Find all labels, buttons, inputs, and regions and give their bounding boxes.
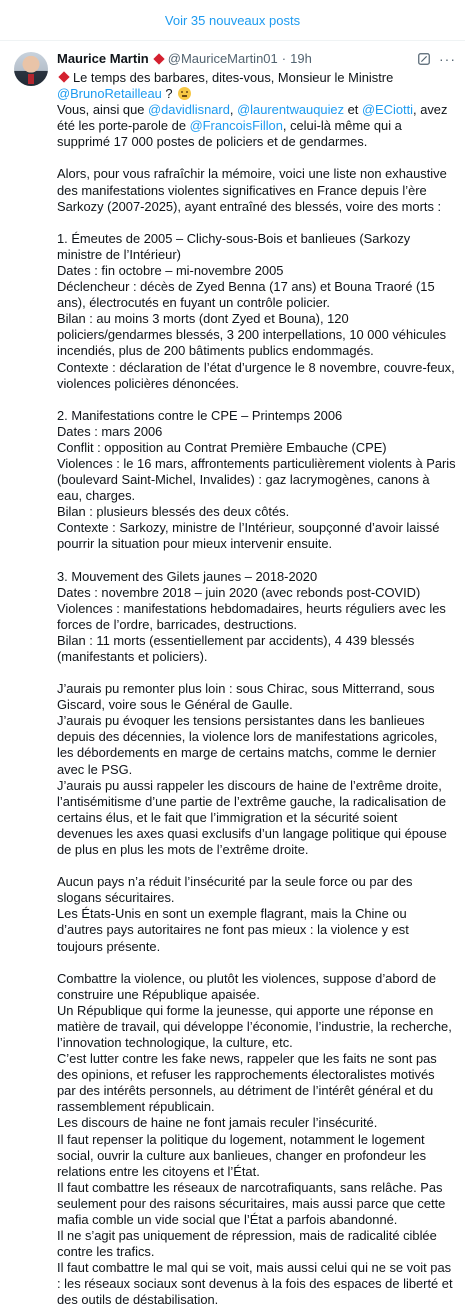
red-diamond-icon	[153, 53, 164, 64]
mention-link[interactable]: @laurentwauquiez	[237, 102, 345, 118]
remonter-block	[57, 681, 456, 858]
mention-link[interactable]: @BrunoRetailleau	[57, 86, 162, 102]
paragraph-line: J’aurais pu évoquer les tensions persistantes dans les banlieues depuis des décennies, la violence lors de manifestations agricoles, les débordements en marge de certains matchs, comme le dernier avec le PSG.	[57, 713, 438, 777]
paragraph-line: Aucun pays n’a réduit l’insécurité par la seule force ou par des slogans sécuritaires.	[57, 874, 413, 906]
new-posts-label: Voir 35 nouveaux posts	[164, 12, 301, 28]
section-line: Bilan : au moins 3 morts (dont Zyed et Bouna), 120 policiers/gendarmes blessés, 3 200 interpellations, 10 000 véhicules incendiés, plus de 200 bâtiments publics endommagés.	[57, 311, 447, 359]
tweet-body	[57, 70, 456, 1309]
tweet-content	[57, 49, 456, 1308]
paragraph-line: Combattre la violence, ou plutôt les violences, suppose d’abord de construire une République apaisée.	[57, 970, 437, 1002]
aucun-block	[57, 874, 456, 954]
intro-line: Le temps des barbares, dites-vous, Monsieur le Ministre	[57, 70, 456, 86]
thinking-face-icon	[178, 87, 191, 100]
grok-icon[interactable]	[417, 52, 431, 66]
section-line: Violences : manifestations hebdomadaires, heurts réguliers avec les forces de l’ordre, barricades, destructions.	[57, 600, 446, 632]
mention-link[interactable]: @ECiotti	[361, 102, 414, 118]
header-actions	[417, 50, 456, 68]
author-handle[interactable]: @MauriceMartin01	[167, 51, 278, 66]
mention-link[interactable]: @FrancoisFillon	[189, 118, 283, 134]
section-line: Dates : mars 2006	[57, 423, 163, 439]
section-line: Déclencheur : décès de Zyed Benna (17 ans) et Bouna Traoré (15 ans), électrocutés en fuyant un contrôle policier.	[57, 279, 435, 311]
paragraph-line: J’aurais pu remonter plus loin : sous Chirac, sous Mitterrand, sous Giscard, voire sous le Général de Gaulle.	[57, 681, 435, 713]
section-line: Bilan : 11 morts (essentiellement par accidents), 4 439 blessés (manifestants et policiers).	[57, 632, 415, 664]
section-line: Contexte : déclaration de l’état d’urgence le 8 novembre, couvre-feux, violences policières dénoncées.	[57, 359, 455, 391]
paragraph-line: J’aurais pu aussi rappeler les discours de haine de l’extrême droite, l’antisémitisme d’une partie de l’extrême gauche, la radicalisation de certains élus, et le fait que l’immigration et la sécurité soient devenues les axes quasi exclusifs d’un langage politique qui épouse de plus en plus les mots de l’extrême droite.	[57, 777, 447, 858]
paragraph-line: Il ne s’agit pas uniquement de répression, mais de radicalité ciblée contre les trafics.	[57, 1228, 437, 1260]
more-icon[interactable]: ···	[439, 51, 456, 67]
tweet-header	[57, 49, 456, 69]
section-title: 1. Émeutes de 2005 – Clichy-sous-Bois et banlieues (Sarkozy ministre de l’Intérieur)	[57, 230, 411, 262]
paragraph-line: Un République qui forme la jeunesse, qui apporte une réponse en matière de travail, qui développe l’économie, l’industrie, la recherche, l’innovation technologique, la culture, etc.	[57, 1002, 452, 1050]
section-title: 3. Mouvement des Gilets jaunes – 2018-2020	[57, 568, 318, 584]
section-line: Bilan : plusieurs blessés des deux côtés.	[57, 504, 290, 520]
section-line: Contexte : Sarkozy, ministre de l’Intérieur, soupçonné d’avoir laissé pourrir la situation pour mieux intervenir ensuite.	[57, 520, 440, 552]
tweet-time[interactable]: 19h	[290, 51, 312, 66]
paragraph-line: Il faut repenser la politique du logement, notamment le logement social, ouvrir la culture aux banlieues, changer en profondeur les relations entre les citoyens et l’État.	[57, 1131, 427, 1179]
section-line: Violences : le 16 mars, affrontements particulièrement violents à Paris (boulevard Saint-Michel, Invalides) : gaz lacrymogènes, canons à eau, charges.	[57, 455, 456, 504]
paragraph-line: Les discours de haine ne font jamais reculer l’insécurité.	[57, 1115, 378, 1131]
combattre-block	[57, 971, 456, 1309]
red-diamond-icon	[58, 71, 69, 82]
alors-paragraph: Alors, pour vous rafraîchir la mémoire, voici une liste non exhaustive des manifestations violentes significatives en France depuis l’ère Sarkozy (2007-2025), ayant entraîné des blessés, voire des morts :	[57, 166, 447, 214]
section-line: Conflit : opposition au Contrat Première Embauche (CPE)	[57, 439, 387, 455]
author-name[interactable]: Maurice Martin	[57, 51, 149, 66]
tweet[interactable]	[0, 41, 465, 1308]
header-separator: ·	[281, 51, 287, 66]
section-3	[57, 569, 456, 666]
new-posts-banner[interactable]	[0, 0, 465, 41]
intro-mention-line: @BrunoRetailleau ?	[57, 86, 456, 102]
paragraph-line: C’est lutter contre les fake news, rappeler que les faits ne sont pas des opinions, et refuser les rapprochements électoralistes motivés par des intérêts personnels, au détriment de l’intérêt général et du rassemblement républicain.	[57, 1051, 437, 1115]
avatar[interactable]	[14, 52, 48, 86]
section-line: Dates : novembre 2018 – juin 2020 (avec rebonds post-COVID)	[57, 584, 421, 600]
paragraph-line: Les États-Unis en sont un exemple flagrant, mais la Chine ou d’autres pays autoritaires ne font pas mieux : la violence y est toujours présente.	[57, 906, 409, 954]
section-title: 2. Manifestations contre le CPE – Printemps 2006	[57, 407, 343, 423]
paragraph-line: Il faut combattre les réseaux de narcotrafiquants, sans relâche. Pas seulement pour des raisons sécuritaires, mais aussi parce que cette mafia comble un vide social que l’État a parfois abandonné.	[57, 1179, 446, 1227]
section-1	[57, 231, 456, 392]
paragraph-line: Il faut combattre le mal qui se voit, mais aussi celui qui ne se voit pas : les réseaux sociaux sont devenus à la fois des espaces de liberté et des outils de déstabilisation.	[57, 1260, 453, 1308]
section-line: Dates : fin octobre – mi-novembre 2005	[57, 262, 284, 278]
section-2	[57, 408, 456, 553]
intro-paragraph: Vous, ainsi que @davidlisnard, @laurentwauquiez et @ECiotti, avez été les porte-parole de @FrancoisFillon, celui-là même qui a supprimé 17 000 postes de policiers et de gendarmes.	[57, 102, 448, 150]
mention-link[interactable]: @davidlisnard	[148, 102, 230, 118]
